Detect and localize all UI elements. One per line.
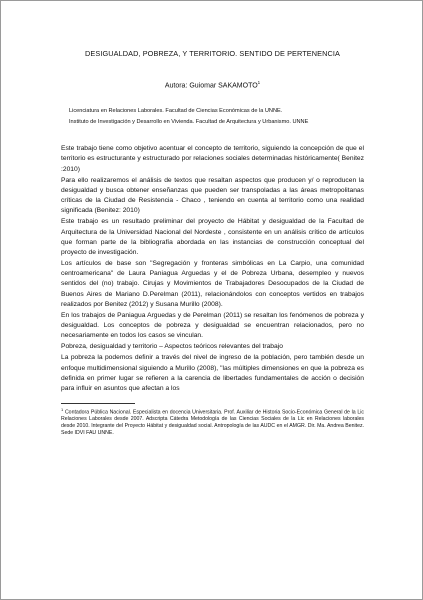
footnote-marker: 1 <box>61 407 64 413</box>
affiliation-line: Instituto de Investigación y Desarrollo en Vivienda. Facultad de Arquitectura y Urbanismo. UNNE <box>69 119 309 126</box>
section-heading: Pobreza, desigualdad y territorio – Aspectos teóricos relevantes del trabajo <box>61 343 283 351</box>
affiliations <box>61 106 364 128</box>
footnote-text: Contadora Pública Nacional. Especialista en docencia Universitaria. Prof. Auxiliar de Historia Socio-Económica General de la Lic Relaciones Laborales desde 2007. Adscripta Cátedra Metodología de las Ciencias Sociales de la Lic en Relaciones laborales desde 2010. Integrante del Proyecto Hábitat y desigualdad social. Antropología de las AUDC en el AMGR. Dir. Ma. Andrea Benitez. Sede IDVI FAU UNNE. <box>61 409 364 436</box>
paragraph: Los artículos de base son "Segregación y fronteras simbólicas en La Carpio, una comunidad centroamericana" de Laura Paniagua Arguedas y el de Pobreza Urbana, desempleo y nuevos sentidos del (no) trabajo. Cirujas y Movimientos de Trabajadores Desocupados de la Ciudad de Buenos Aires de Mariano D.Perelman (2011), relacionándolos con conceptos vertidos en trabajos realizados por Benitez (2012) y Susana Murillo (2008). <box>61 260 364 308</box>
author-name: Autora: Guiomar SAKAMOTO <box>164 82 258 90</box>
paragraph: La pobreza la podemos definir a través del nivel de ingreso de la población, pero también desde un enfoque multidimensional siguiendo a Murillo (2008), "las múltiples dimensiones en que la pobreza es definida en primer lugar se refieren a la carencia de libertades fundamentales de acción o decisión para influir en asuntos que afectan a los <box>61 354 364 392</box>
paragraph: Para ello realizaremos el análisis de textos que resaltan aspectos que producen y/ o reproducen la desigualdad y busca obtener enseñanzas que pueden ser transpoladas a las áreas metropolitanas críticas de la Ciudad de Resistencia - Chaco , teniendo en cuenta al territorio como una realidad significada (Benitez: 2010) <box>61 176 364 215</box>
author-footnote-marker: 1 <box>257 80 261 85</box>
footnote <box>61 407 364 436</box>
paragraph: Este trabajo tiene como objetivo acentuar el concepto de territorio, siguiendo la concepción de que el territorio es estructurante y estructurado por relaciones sociales determinadas históricamente( Benitez :2010) <box>61 145 364 173</box>
affiliation-line: Licenciatura en Relaciones Laborales. Facultad de Ciencias Económicas de la UNNE. <box>69 108 283 115</box>
author-line <box>61 78 364 90</box>
footnote-divider <box>61 403 135 404</box>
paper-title: DESIGUALDAD, POBREZA, Y TERRITORIO. SENTIDO DE PERTENENCIA <box>85 49 340 58</box>
paragraph: Este trabajo es un resultado preliminar del proyecto de Hábitat y desigualdad de la Facultad de Arquitectura de la Universidad Nacional del Nordeste , consistente en un análisis crítico de artículos que forman parte de la bibliografía abordada en las instancias de construcción conceptual del proyecto de investigación. <box>61 218 364 256</box>
paragraph: En los trabajos de Paniagua Arguedas y de Perelman (2011) se resaltan los fenómenos de pobreza y desigualdad. Los conceptos de pobreza y desigualdad se encuentran relacionados, pero no necesariamente en todos los casos se vinculan. <box>61 311 364 340</box>
page-content <box>61 49 364 436</box>
body-text <box>61 144 364 394</box>
